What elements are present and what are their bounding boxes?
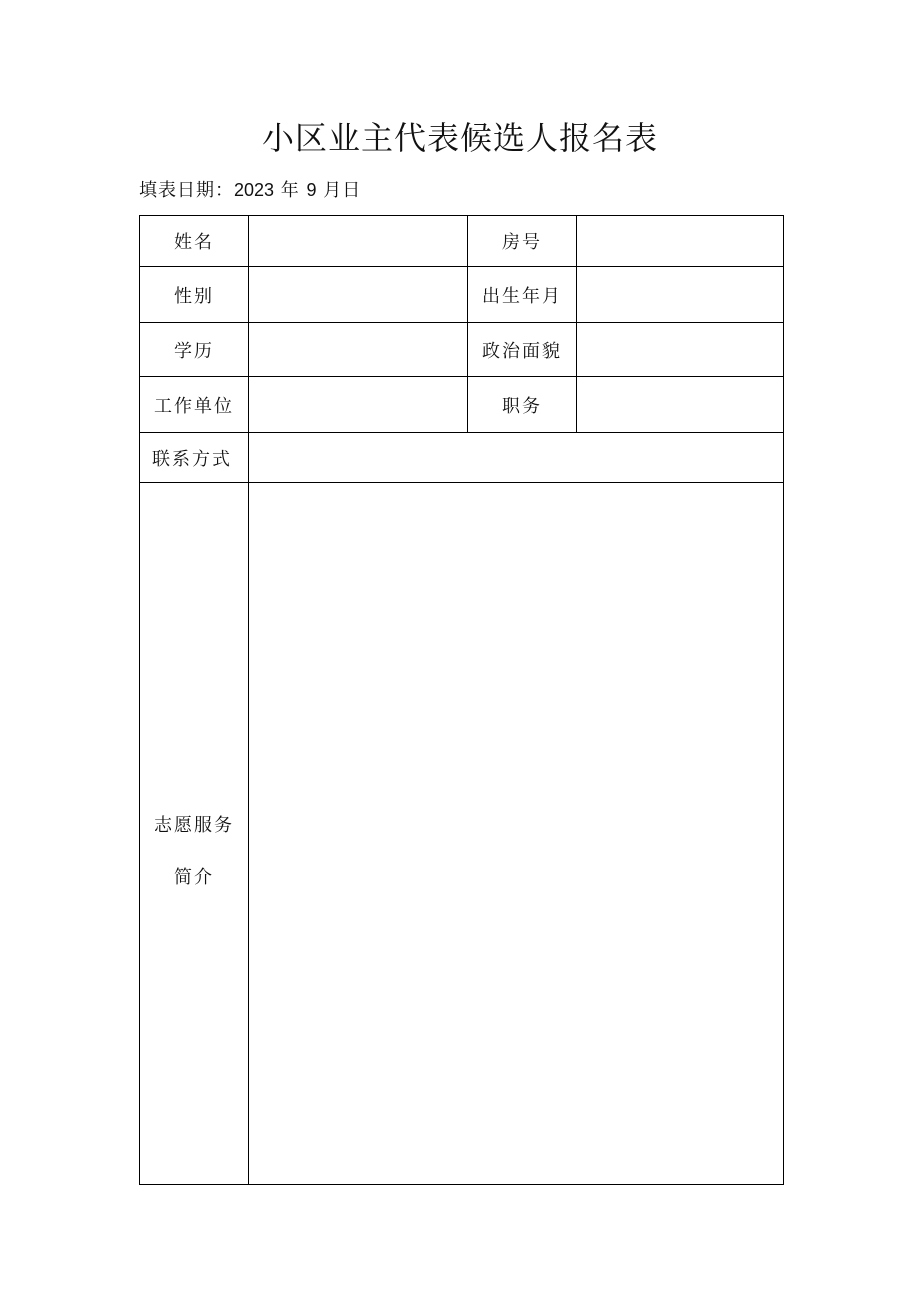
form-row-intro xyxy=(140,483,784,1185)
intro-label-line2: 简介 xyxy=(174,866,214,888)
form-row-name xyxy=(140,216,784,267)
gender-label: 性别 xyxy=(140,267,249,323)
fill-date-day-unit: 日 xyxy=(342,180,362,201)
political-label: 政治面貌 xyxy=(468,323,577,377)
fill-date-month-unit: 月 xyxy=(323,180,343,201)
gender-field[interactable] xyxy=(249,267,468,323)
intro-label xyxy=(140,483,249,1185)
fill-date-month: 9 xyxy=(306,180,317,200)
fill-date-year: 2023 xyxy=(234,180,275,200)
intro-field[interactable] xyxy=(249,483,784,1185)
name-field[interactable] xyxy=(249,216,468,267)
employer-field[interactable] xyxy=(249,377,468,433)
fill-date-year-unit: 年 xyxy=(280,180,300,201)
political-field[interactable] xyxy=(577,323,784,377)
registration-form-table xyxy=(139,215,784,1185)
education-label: 学历 xyxy=(140,323,249,377)
position-field[interactable] xyxy=(577,377,784,433)
fill-date-prefix: 填表日期： xyxy=(139,180,234,201)
form-row-contact xyxy=(140,433,784,483)
contact-field[interactable] xyxy=(249,433,784,483)
employer-label: 工作单位 xyxy=(140,377,249,433)
form-row-employer xyxy=(140,377,784,433)
education-field[interactable] xyxy=(249,323,468,377)
room-field[interactable] xyxy=(577,216,784,267)
intro-label-line1: 志愿服务 xyxy=(154,814,234,836)
name-label: 姓名 xyxy=(140,216,249,267)
birth-field[interactable] xyxy=(577,267,784,323)
fill-date xyxy=(139,176,361,205)
form-row-gender xyxy=(140,267,784,323)
page-title: 小区业主代表候选人报名表 xyxy=(261,119,658,157)
form-row-education xyxy=(140,323,784,377)
position-label: 职务 xyxy=(468,377,577,433)
room-label: 房号 xyxy=(468,216,577,267)
birth-label: 出生年月 xyxy=(468,267,577,323)
contact-label: 联系方式 xyxy=(140,433,249,483)
